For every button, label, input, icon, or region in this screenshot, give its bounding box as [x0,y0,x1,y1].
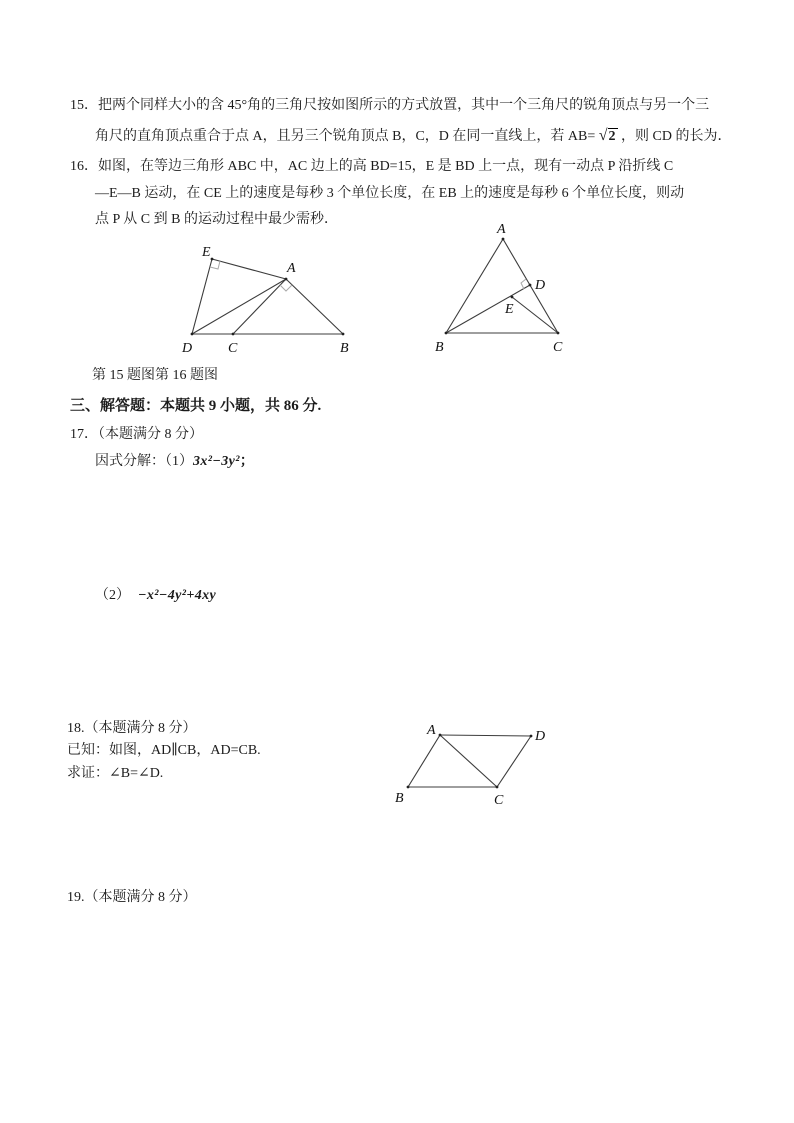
q17-part1-math: 3x²−3y² [193,454,240,469]
vertex-dot-B [407,786,410,789]
section3-header-text: 三、解答题：本题共 9 小题，共 86 分. [70,398,322,414]
q16-line2 [95,184,684,204]
segment-AB [408,735,440,787]
label-B: B [395,791,404,806]
label-C: C [553,340,563,355]
vertex-dot-C [232,333,235,336]
q18-head-text: 18.（本题满分 8 分） [67,721,197,736]
q19-head-text: 19.（本题满分 8 分） [67,890,197,905]
q15-line2-post: ，则 CD 的长为． [617,129,732,144]
vertex-dot-B [342,333,345,336]
label-A: A [287,261,296,276]
figure-caption-text: 第 15 题图第 16 题图 [92,368,218,383]
section3-header [70,396,321,416]
vertex-dot-B [445,332,448,335]
q18-given [67,741,261,761]
q18-given-text: 已知：如图，AD∥CB，AD=CB. [67,743,261,758]
vertex-dot-A [285,278,288,281]
vertex-dot-D [191,333,194,336]
q18-prove-text: 求证：∠B=∠D. [67,766,164,781]
label-E: E [202,245,211,260]
vertex-dot-D [529,284,532,287]
segment-ED [192,259,212,334]
label-B: B [435,340,444,355]
q19-head [67,888,197,908]
radicand: 2 [608,129,616,144]
label-A: A [427,723,436,738]
vertex-dot-A [439,734,442,737]
q16-line1-text: 16．如图，在等边三角形 ABC 中，AC 边上的高 BD=15，E 是 BD 上一点，现有一动点 P 沿折线 C [70,159,674,174]
q17-head [70,425,203,445]
figure-q16 [420,215,625,365]
figure-q18-svg [380,718,595,810]
label-C: C [494,793,504,808]
segment-CA [233,279,286,334]
segment-EA [212,259,286,279]
figure-caption [92,366,218,386]
label-D: D [535,729,546,744]
q17-part2 [95,586,216,606]
label-D: D [535,278,546,293]
q17-part1-end: ； [239,454,254,469]
q17-part2-label: （2） [95,588,130,603]
label-A: A [497,222,506,237]
q18-prove [67,764,163,784]
q15-line1-text: 15．把两个同样大小的含 45°角的三角尺按如图所示的方式放置，其中一个三角尺的锐角顶点与另一个三 [70,98,710,113]
figure-q15 [150,225,430,365]
segment-AB [446,239,503,333]
q16-line3-text: 点 P 从 C 到 B 的运动过程中最少需秒． [95,212,338,227]
q18-head [67,719,197,739]
segment-CD [497,736,531,787]
segment-AC-diagonal [440,735,497,787]
q16-line1 [70,157,673,177]
vertex-dot-C [557,332,560,335]
figure-q18 [380,718,595,810]
figure-q15-svg [150,225,430,365]
label-C: C [228,341,238,356]
segment-DA [192,279,286,334]
vertex-dot-C [496,786,499,789]
vertex-dot-A [502,238,505,241]
segment-AB [286,279,343,334]
q15-line2 [95,126,731,147]
q17-part1-label: 因式分解：（1） [95,454,193,469]
q17-part2-math: −x²−4y²+4xy [138,588,217,603]
label-D: D [182,341,193,356]
q17-part1 [95,452,254,472]
vertex-dot-D [530,735,533,738]
vertex-dot-E [211,258,214,261]
segment-AD [440,735,531,736]
label-B: B [340,341,349,356]
figure-q16-svg [420,215,625,365]
point-dot-E [511,296,514,299]
q15-line1 [70,96,709,116]
label-E: E [505,302,514,317]
q15-line2-pre: 角尺的直角顶点重合于点 A，且另三个锐角顶点 B，C，D 在同一直线上，若 AB= [95,129,599,144]
q17-head-text: 17．（本题满分 8 分） [70,427,203,442]
right-angle-mark-A [280,285,292,291]
segment-EC [512,297,558,333]
radical-sign: √ [598,127,608,144]
segment-BD [446,285,530,333]
q16-line2-text: —E—B 运动，在 CE 上的速度是每秒 3 个单位长度，在 EB 上的速度是每秒 6 个单位长度，则动 [95,186,685,201]
